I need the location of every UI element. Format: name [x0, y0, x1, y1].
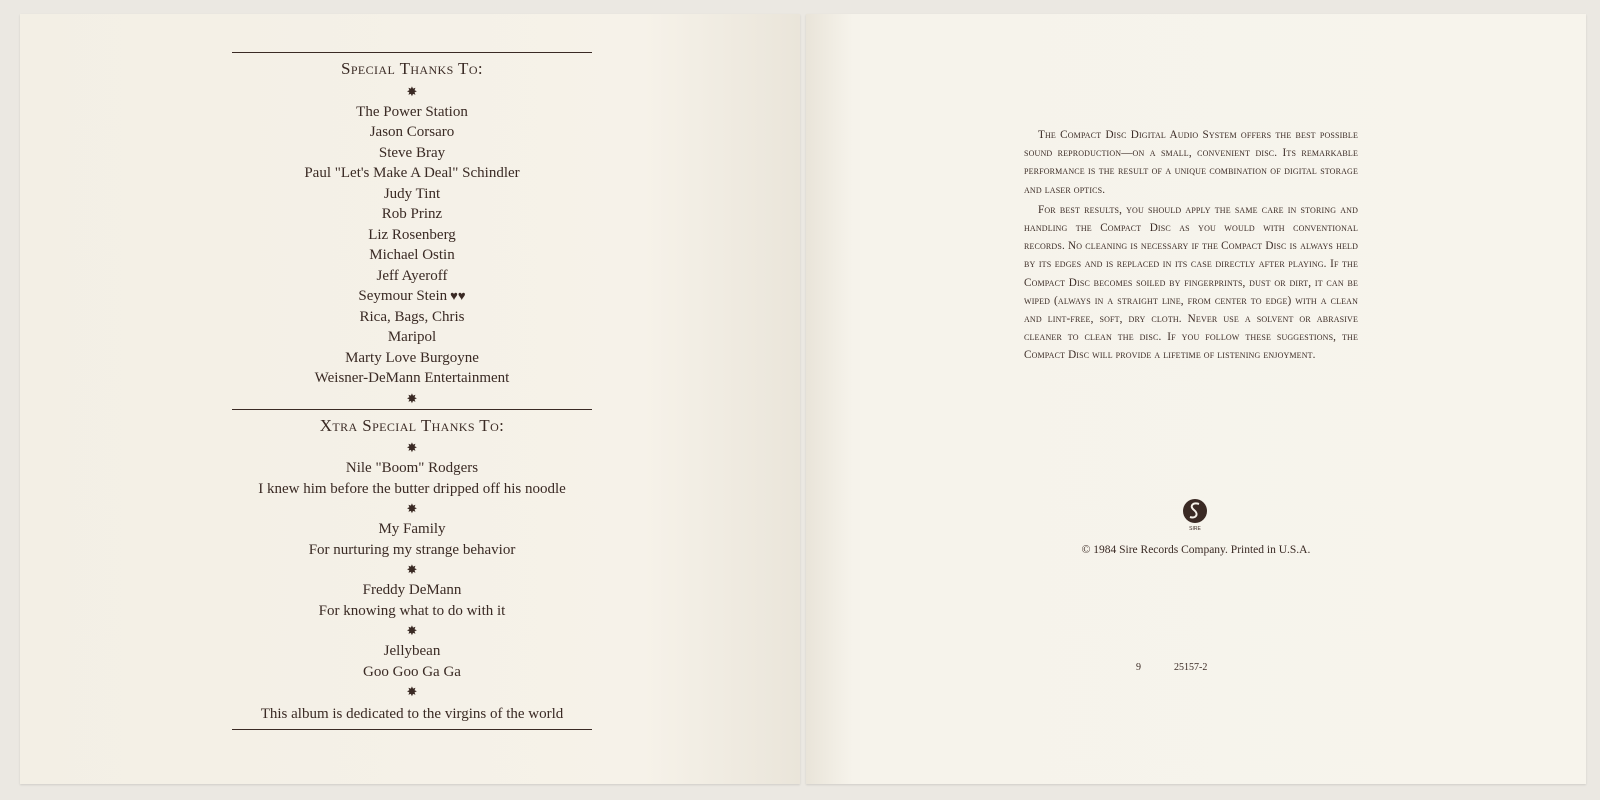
notice-paragraph: For best results, you should apply the same care in storing and handling the Compact Disc as you would with conventional records. No cleaning is necessary if the Compact Disc is always held by its edges and is replaced in its case directly after playing. If the Compact Disc becomes soiled by fingerprints, dust or dirt, it can be wiped (always in a straight line, from center to edge) with a clean and lint-free, soft, dry cloth. Never use a solvent or abrasive cleaner to clean the disc. If you follow these suggestions, the Compact Disc will provide a lifetime of listening enjoyment.	[1024, 203, 1358, 362]
xtra-note: I knew him before the butter dripped off his noodle	[258, 480, 566, 497]
dedication-text: This album is dedicated to the virgins of the world	[260, 706, 564, 722]
special-thanks-list	[232, 102, 592, 389]
thanks-name: Seymour Stein	[358, 288, 448, 304]
thanks-name: Jason Corsaro	[369, 124, 455, 140]
xtra-note: Goo Goo Ga Ga	[363, 663, 461, 680]
logo-label: SIRE	[1189, 526, 1201, 532]
star-divider: ✸	[406, 562, 418, 577]
left-booklet-page	[20, 14, 800, 784]
xtra-name: Nile "Boom" Rodgers	[345, 460, 479, 476]
xtra-thanks-entry	[232, 580, 592, 621]
notice-paragraph: The Compact Disc Digital Audio System offers the best possible sound reproduction—on a small, convenient disc. Its remarkable performance is the result of a unique combination of digital storage and laser optics.	[1024, 129, 1358, 196]
star-divider: ✸	[406, 83, 418, 99]
compact-disc-notice	[1024, 126, 1358, 367]
star-divider: ✸	[406, 623, 418, 638]
xtra-note: For knowing what to do with it	[318, 602, 506, 619]
xtra-thanks-heading: Xtra Special Thanks To:	[319, 415, 505, 435]
star-divider: ✸	[406, 684, 418, 699]
catalog-number	[1136, 662, 1207, 673]
star-divider: ✸	[406, 390, 418, 406]
right-booklet-page	[806, 14, 1586, 784]
thanks-name: Maripol	[387, 329, 437, 345]
thanks-name: The Power Station	[356, 103, 468, 120]
xtra-name: Jellybean	[383, 643, 441, 659]
xtra-thanks-entry	[232, 519, 592, 560]
sire-logo-icon	[1180, 498, 1210, 532]
xtra-note: For nurturing my strange behavior	[308, 541, 516, 558]
bottom-rule	[232, 729, 592, 730]
thanks-name: Judy Tint	[383, 185, 441, 202]
thanks-name: Weisner-DeMann Entertainment	[314, 370, 510, 386]
thanks-section	[232, 52, 592, 730]
thanks-name: Liz Rosenberg	[368, 226, 456, 243]
xtra-thanks-entry	[232, 458, 592, 499]
thanks-name-with-hearts	[232, 286, 592, 307]
thanks-name: Steve Bray	[378, 144, 446, 161]
catalog-prefix: 9	[1136, 662, 1141, 673]
xtra-name: Freddy DeMann	[362, 582, 462, 598]
thanks-name: Marty Love Burgoyne	[345, 349, 479, 366]
special-thanks-heading: Special Thanks To:	[340, 59, 484, 78]
xtra-name: My Family	[378, 521, 446, 537]
top-rule	[232, 52, 592, 53]
star-divider: ✸	[406, 501, 418, 516]
thanks-name: Rica, Bags, Chris	[359, 308, 465, 325]
copyright-text: © 1984 Sire Records Company. Printed in U.S.A.	[1081, 544, 1311, 556]
thanks-name: Michael Ostin	[369, 247, 455, 263]
thanks-name: Jeff Ayeroff	[376, 267, 448, 284]
catalog-code: 25157-2	[1174, 662, 1208, 673]
middle-rule	[232, 409, 592, 410]
star-divider: ✸	[406, 440, 418, 455]
thanks-name: Paul "Let's Make A Deal" Schindler	[304, 165, 520, 181]
sire-logo	[1180, 498, 1210, 536]
thanks-name: Rob Prinz	[381, 206, 443, 222]
xtra-thanks-entry	[232, 641, 592, 682]
hearts-icon: ♥♥	[450, 288, 466, 303]
